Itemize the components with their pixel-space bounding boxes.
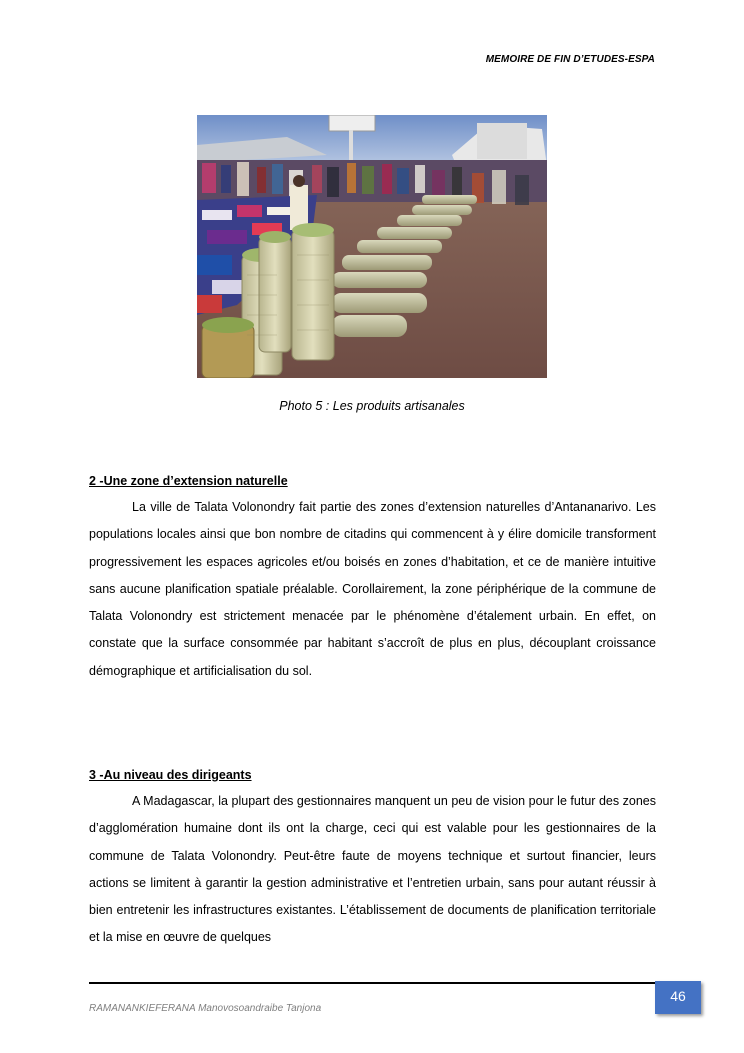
photo-caption: Photo 5 : Les produits artisanales xyxy=(279,399,465,413)
footer-divider xyxy=(89,982,674,984)
section-heading: 2 -Une zone d’extension naturelle xyxy=(89,474,288,488)
section-heading: 3 -Au niveau des dirigeants xyxy=(89,768,252,782)
running-header: MEMOIRE DE FIN D’ETUDES-ESPA xyxy=(485,54,655,65)
market-photo xyxy=(197,115,547,378)
footer-author: RAMANANKIEFERANA Manovosoandraibe Tanjona xyxy=(89,1003,322,1014)
section-paragraph: La ville de Talata Volonondry fait partie des zones d’extension naturelles d’Antananarivo. Les populations locales ainsi que bon nombre de citadins qui commencent à y élire domicile transforment progressivement les espaces agricoles et/ou boisés en zones d’habitation, et ce de manière intuitive sans aucune planification spatiale préalable. Corollairement, la zone périphérique de la commune de Talata Volonondry est strictement menacée par le phénomène d’étalement urbain. En effet, on constate que la surface consommée par habitant s’accroît de plus en plus, découplant croissance démographique et artificialisation du sol. xyxy=(89,500,656,678)
section-extension-naturelle xyxy=(89,473,656,685)
section-paragraph: A Madagascar, la plupart des gestionnaires manquent un peu de vision pour le futur des zones d’agglomération humaine dont ils ont la charge, ceci qui est valable pour les gestionnaires de la commune de Talata Volonondry. Peut-être faute de moyens technique et surtout financier, leurs actions se limitent à garantir la gestion administrative et l’entretien urbain, sans pour autant réussir à bien entretenir les infrastructures existantes. L’établissement de documents de planification territoriale et la mise en œuvre de quelques xyxy=(89,794,656,945)
page-number-badge: 46 xyxy=(655,981,701,1014)
section-dirigeants xyxy=(89,767,656,952)
